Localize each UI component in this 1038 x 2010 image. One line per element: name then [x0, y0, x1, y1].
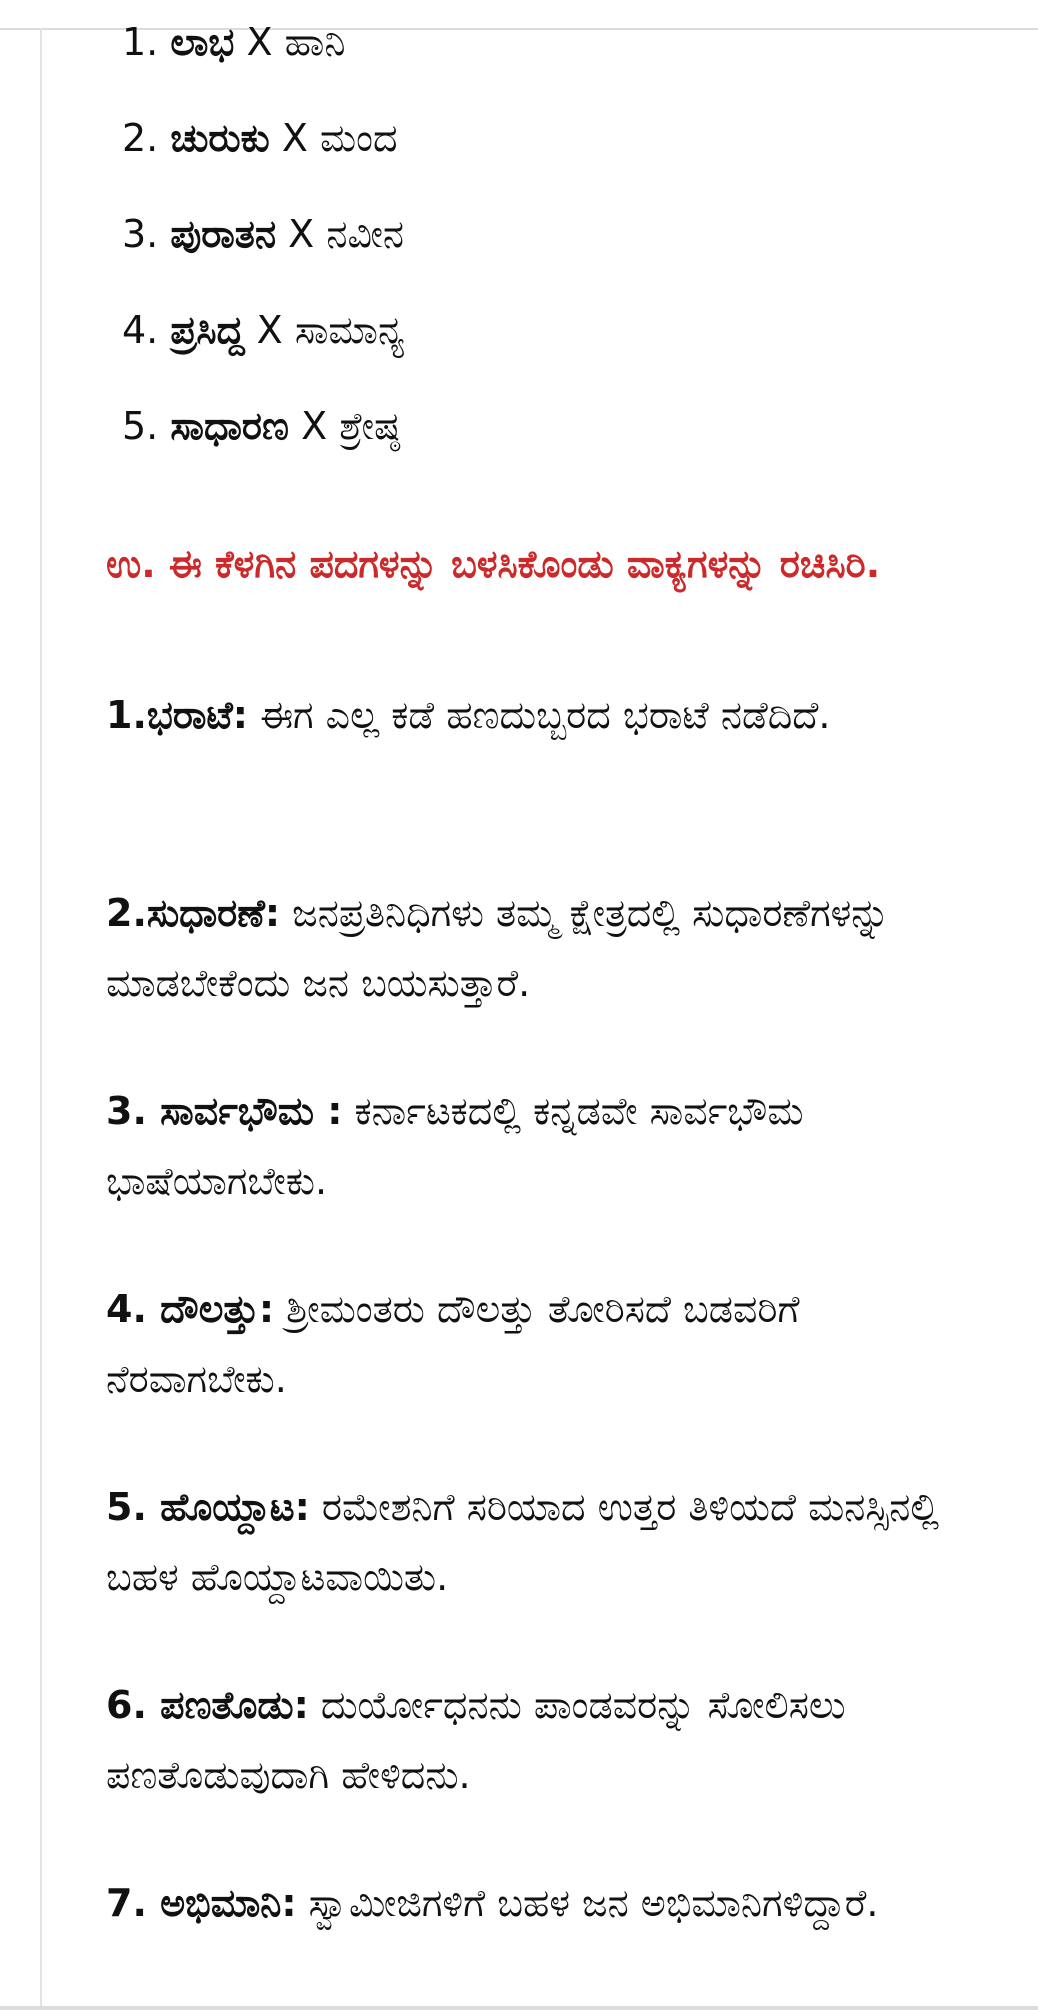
antonym-separator: X — [256, 308, 283, 352]
sentence-colon: : — [264, 891, 281, 935]
sentence-colon: : — [294, 1485, 310, 1529]
antonym-number: 2. — [122, 116, 159, 160]
antonym-opposite: ಮಂದ — [320, 116, 398, 160]
sentence-text: ದುರ್ಯೋಧನನು ಪಾಂಡವರನ್ನು ಸೋಲಿಸಲು ಪಣತೊಡುವುದಾಗಿ ಹೇಳಿದನು. — [106, 1683, 846, 1797]
antonym-item — [122, 16, 345, 68]
left-border — [40, 28, 42, 2008]
sentence-word: ಅಭಿಮಾನಿ — [160, 1881, 282, 1925]
sentence-number: 2. — [106, 891, 147, 935]
sentence-paragraph — [106, 1670, 986, 1810]
sentence-word: ಪಣತೊಡು — [160, 1683, 294, 1727]
antonym-separator: X — [301, 404, 328, 448]
antonym-number: 3. — [122, 212, 159, 256]
sentence-text: ಕರ್ನಾಟಕದಲ್ಲಿ ಕನ್ನಡವೇ ಸಾರ್ವಭೌಮ ಭಾಷೆಯಾಗಬೇಕು. — [106, 1089, 804, 1203]
antonym-word: ಪುರಾತನ — [170, 212, 277, 256]
sentence-number: 4. — [106, 1287, 161, 1331]
bottom-border — [0, 2006, 1038, 2010]
sentence-number: 7. — [106, 1881, 161, 1925]
sentence-colon: : — [293, 1683, 309, 1727]
sentence-word: ದೌಲತ್ತು — [160, 1287, 259, 1331]
sentence-paragraph — [106, 1868, 986, 1938]
antonym-item — [122, 400, 400, 452]
sentence-text: ಈಗ ಎಲ್ಲ ಕಡೆ ಹಣದುಬ್ಬರದ ಭರಾಟೆ ನಡೆದಿದೆ. — [247, 693, 831, 737]
antonym-separator: X — [288, 212, 315, 256]
sentence-number: 1. — [106, 693, 147, 737]
sentence-paragraph — [106, 1274, 986, 1414]
antonym-opposite: ಸಾಮಾನ್ಯ — [294, 308, 405, 352]
sentence-colon: : — [232, 693, 248, 737]
antonym-item — [122, 112, 398, 164]
sentence-paragraph — [106, 1076, 986, 1216]
antonym-number: 5. — [122, 404, 159, 448]
sentence-word: ಸುಧಾರಣೆ — [146, 891, 265, 935]
sentence-word: ಸಾರ್ವಭೌಮ — [160, 1089, 315, 1133]
sentence-colon: : — [281, 1881, 297, 1925]
antonym-item — [122, 208, 404, 260]
antonym-number: 4. — [122, 308, 159, 352]
antonym-opposite: ಹಾನಿ — [284, 20, 346, 64]
sentence-number: 6. — [106, 1683, 161, 1727]
sentence-paragraph — [106, 878, 986, 1018]
antonym-word: ಸಾಧಾರಣ — [170, 404, 289, 448]
sentence-number: 5. — [106, 1485, 161, 1529]
antonym-separator: X — [246, 20, 273, 64]
sentence-number: 3. — [106, 1089, 161, 1133]
antonym-item — [122, 304, 404, 356]
sentence-text: ಶ್ರೀಮಂತರು ದೌಲತ್ತು ತೋರಿಸದೆ ಬಡವರಿಗೆ ನೆರವಾಗಬೇಕು. — [106, 1287, 800, 1401]
sentence-text: ರಮೇಶನಿಗೆ ಸರಿಯಾದ ಉತ್ತರ ತಿಳಿಯದೆ ಮನಸ್ಸಿನಲ್ಲಿ ಬಹಳ ಹೊಯ್ದಾಟವಾಯಿತು. — [106, 1485, 940, 1599]
antonym-number: 1. — [122, 20, 159, 64]
antonym-opposite: ಶ್ರೇಷ್ಠ — [339, 404, 400, 448]
sentence-text: ಜನಪ್ರತಿನಿಧಿಗಳು ತಮ್ಮ ಕ್ಷೇತ್ರದಲ್ಲಿ ಸುಧಾರಣೆಗಳನ್ನು ಮಾಡಬೇಕೆಂದು ಜನ ಬಯಸುತ್ತಾರೆ. — [106, 891, 890, 1005]
sentence-colon: : — [258, 1287, 275, 1331]
sentence-colon: : — [314, 1089, 343, 1133]
sentence-paragraph — [106, 1472, 986, 1612]
section-heading: ಉ. ಈ ಕೆಳಗಿನ ಪದಗಳನ್ನು ಬಳಸಿಕೊಂಡು ವಾಕ್ಯಗಳನ್ನು ರಚಿಸಿರಿ. — [106, 542, 881, 586]
sentence-word: ಹೊಯ್ದಾಟ — [160, 1485, 295, 1529]
antonym-word: ಚುರುಕು — [170, 116, 270, 160]
antonym-opposite: ನವೀನ — [326, 212, 405, 256]
sentence-text: ಸ್ವಾಮೀಜಿಗಳಿಗೆ ಬಹಳ ಜನ ಅಭಿಮಾನಿಗಳಿದ್ದಾರೆ. — [296, 1881, 879, 1925]
antonym-word: ಲಾಭ — [170, 20, 235, 64]
sentence-word: ಭರಾಟೆ — [146, 693, 233, 737]
antonym-word: ಪ್ರಸಿದ್ದ — [170, 308, 245, 352]
sentence-paragraph — [106, 680, 986, 750]
antonym-separator: X — [281, 116, 308, 160]
